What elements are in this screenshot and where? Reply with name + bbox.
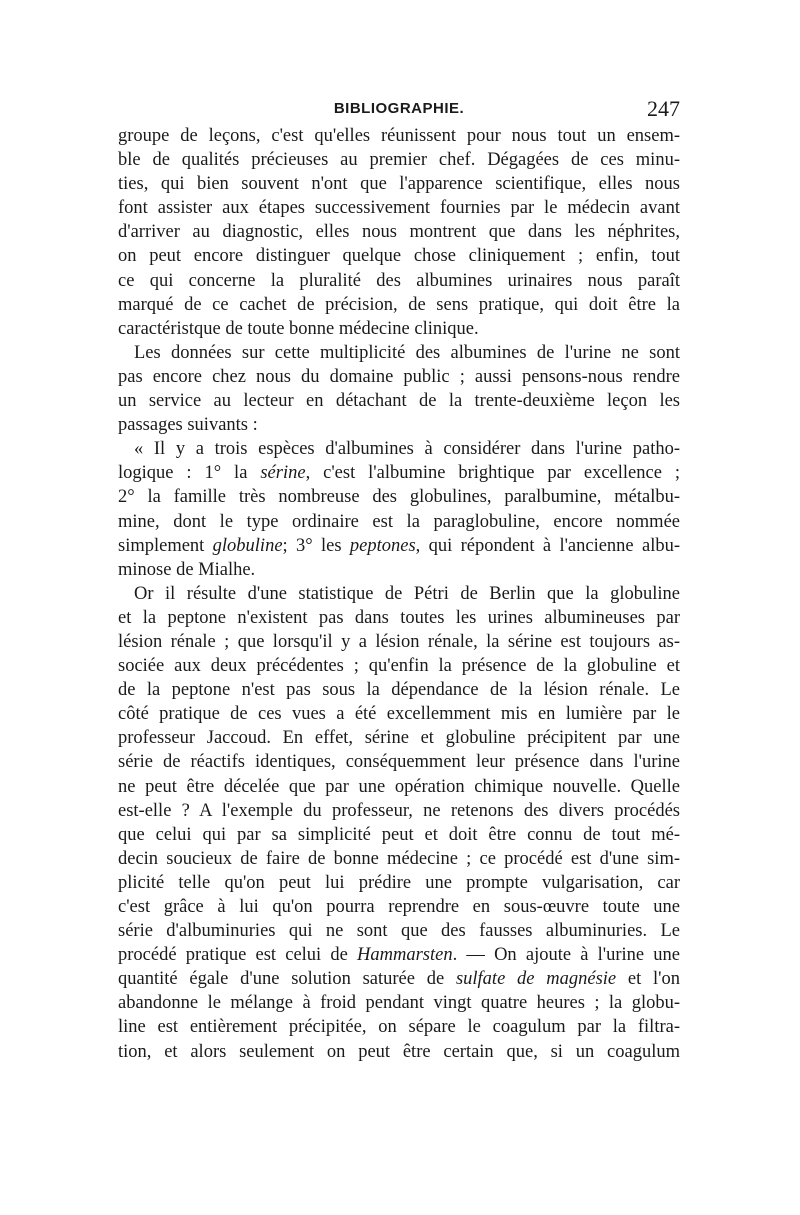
text-line: sociée aux deux précédentes ; qu'enfin la présence de la globuline et [118,656,680,677]
text-line: c'est grâce à lui qu'on pourra reprendre en sous-œuvre toute une [118,897,680,917]
text-line: 2° la famille très nombreuse des globulines, paralbumine, métalbu- [118,487,680,508]
text-line: côté pratique de ces vues a été excellemment mis en lumière par le [118,704,680,725]
text-line: plicité telle qu'on peut lui prédire une prompte vulgarisation, car [118,872,680,893]
italic-term: peptones [349,535,416,556]
text-line: série d'albuminuries qui ne sont que des fausses albuminuries. Le [118,921,680,942]
text-line: caractéristque de toute bonne médecine clinique. [118,318,479,339]
text-line: de la peptone n'est pas sous la dépendance de la lésion rénale. Le [118,680,680,701]
text-line: un service au lecteur en détachant de la trente-deuxième leçon les [118,391,680,412]
running-title: BIBLIOGRAPHIE. [333,100,465,117]
text-line: série de réactifs identiques, conséquemment leur présence dans l'urine [118,752,680,773]
text-line: marqué de ce cachet de précision, de sens pratique, qui doit être la [118,294,680,315]
text-line: Or il résulte d'une statistique de Pétri de Berlin que la globuline [134,583,680,604]
text-line: line est entièrement précipitée, on sépare le coagulum par la filtra- [118,1017,680,1038]
text-line: font assister aux étapes successivement fournies par le médecin avant [118,198,680,219]
text-line: et la peptone n'existent pas dans toutes les urines albumineuses par [118,607,680,628]
body-text [118,124,680,1064]
text-segment: simplement [118,535,213,556]
text-line: « Il y a trois espèces d'albumines à considérer dans l'urine patho- [134,439,680,460]
text-line [118,534,680,558]
italic-term: Hammarsten [357,945,453,966]
page-number: 247 [647,96,680,121]
text-line: on peut encore distinguer quelque chose cliniquement ; enfin, tout [118,246,680,267]
text-line: groupe de leçons, c'est qu'elles réunissent pour nous tout un ensem- [118,126,680,146]
text-line: abandonne le mélange à froid pendant vingt quatre heures ; la globu- [118,993,680,1014]
text-line: Les données sur cette multiplicité des albumines de l'urine ne sont [134,342,680,363]
text-line: tion, et alors seulement on peut être certain que, si un coagulum [118,1041,680,1062]
italic-term: globuline [212,535,283,556]
text-line: professeur Jaccoud. En effet, sérine et globuline précipitent par une [118,728,680,749]
text-line [118,943,680,967]
text-line: que celui qui par sa simplicité peut et doit être connu de tout mé- [118,824,680,845]
page-header [118,96,680,124]
text-line: pas encore chez nous du domaine public ; aussi pensons-nous rendre [118,366,680,387]
text-line: d'arriver au diagnostic, elles nous montrent que dans les néphrites, [118,222,680,243]
text-segment: ; 3° les [282,535,350,556]
italic-term: sulfate de magnésie [455,969,617,990]
text-segment: logique : 1° la [118,463,261,484]
text-line: lésion rénale ; que lorsqu'il y a lésion rénale, la sérine est toujours as- [118,631,680,652]
text-segment: , qui répondent à l'ancienne albu- [415,535,680,556]
text-segment: , c'est l'albumine brightique par excellence ; [305,463,680,484]
text-line: ties, qui bien souvent n'ont que l'apparence scientifique, elles nous [118,174,680,195]
italic-term: sérine [260,463,306,484]
text-segment: . — On ajoute à l'urine une [452,945,680,966]
text-segment: quantité égale d'une solution saturée de [118,969,456,990]
text-segment: procédé pratique est celui de [118,945,357,966]
text-line: mine, dont le type ordinaire est la paraglobuline, encore nommée [118,511,680,532]
text-line: decin soucieux de faire de bonne médecine ; ce procédé est d'une sim- [118,848,680,869]
text-line [118,461,680,485]
text-line [118,967,680,991]
text-line: est-elle ? A l'exemple du professeur, ne retenons des divers procédés [118,800,680,821]
text-line: passages suivants : [118,415,258,436]
text-line: ne peut être décelée que par une opération chimique nouvelle. Quelle [118,776,680,797]
text-line: ce qui concerne la pluralité des albumines urinaires nous paraît [118,270,680,291]
text-line: minose de Mialhe. [118,559,256,580]
text-line: ble de qualités précieuses au premier chef. Dégagées de ces minu- [118,150,680,171]
text-segment: et l'on [616,969,681,990]
